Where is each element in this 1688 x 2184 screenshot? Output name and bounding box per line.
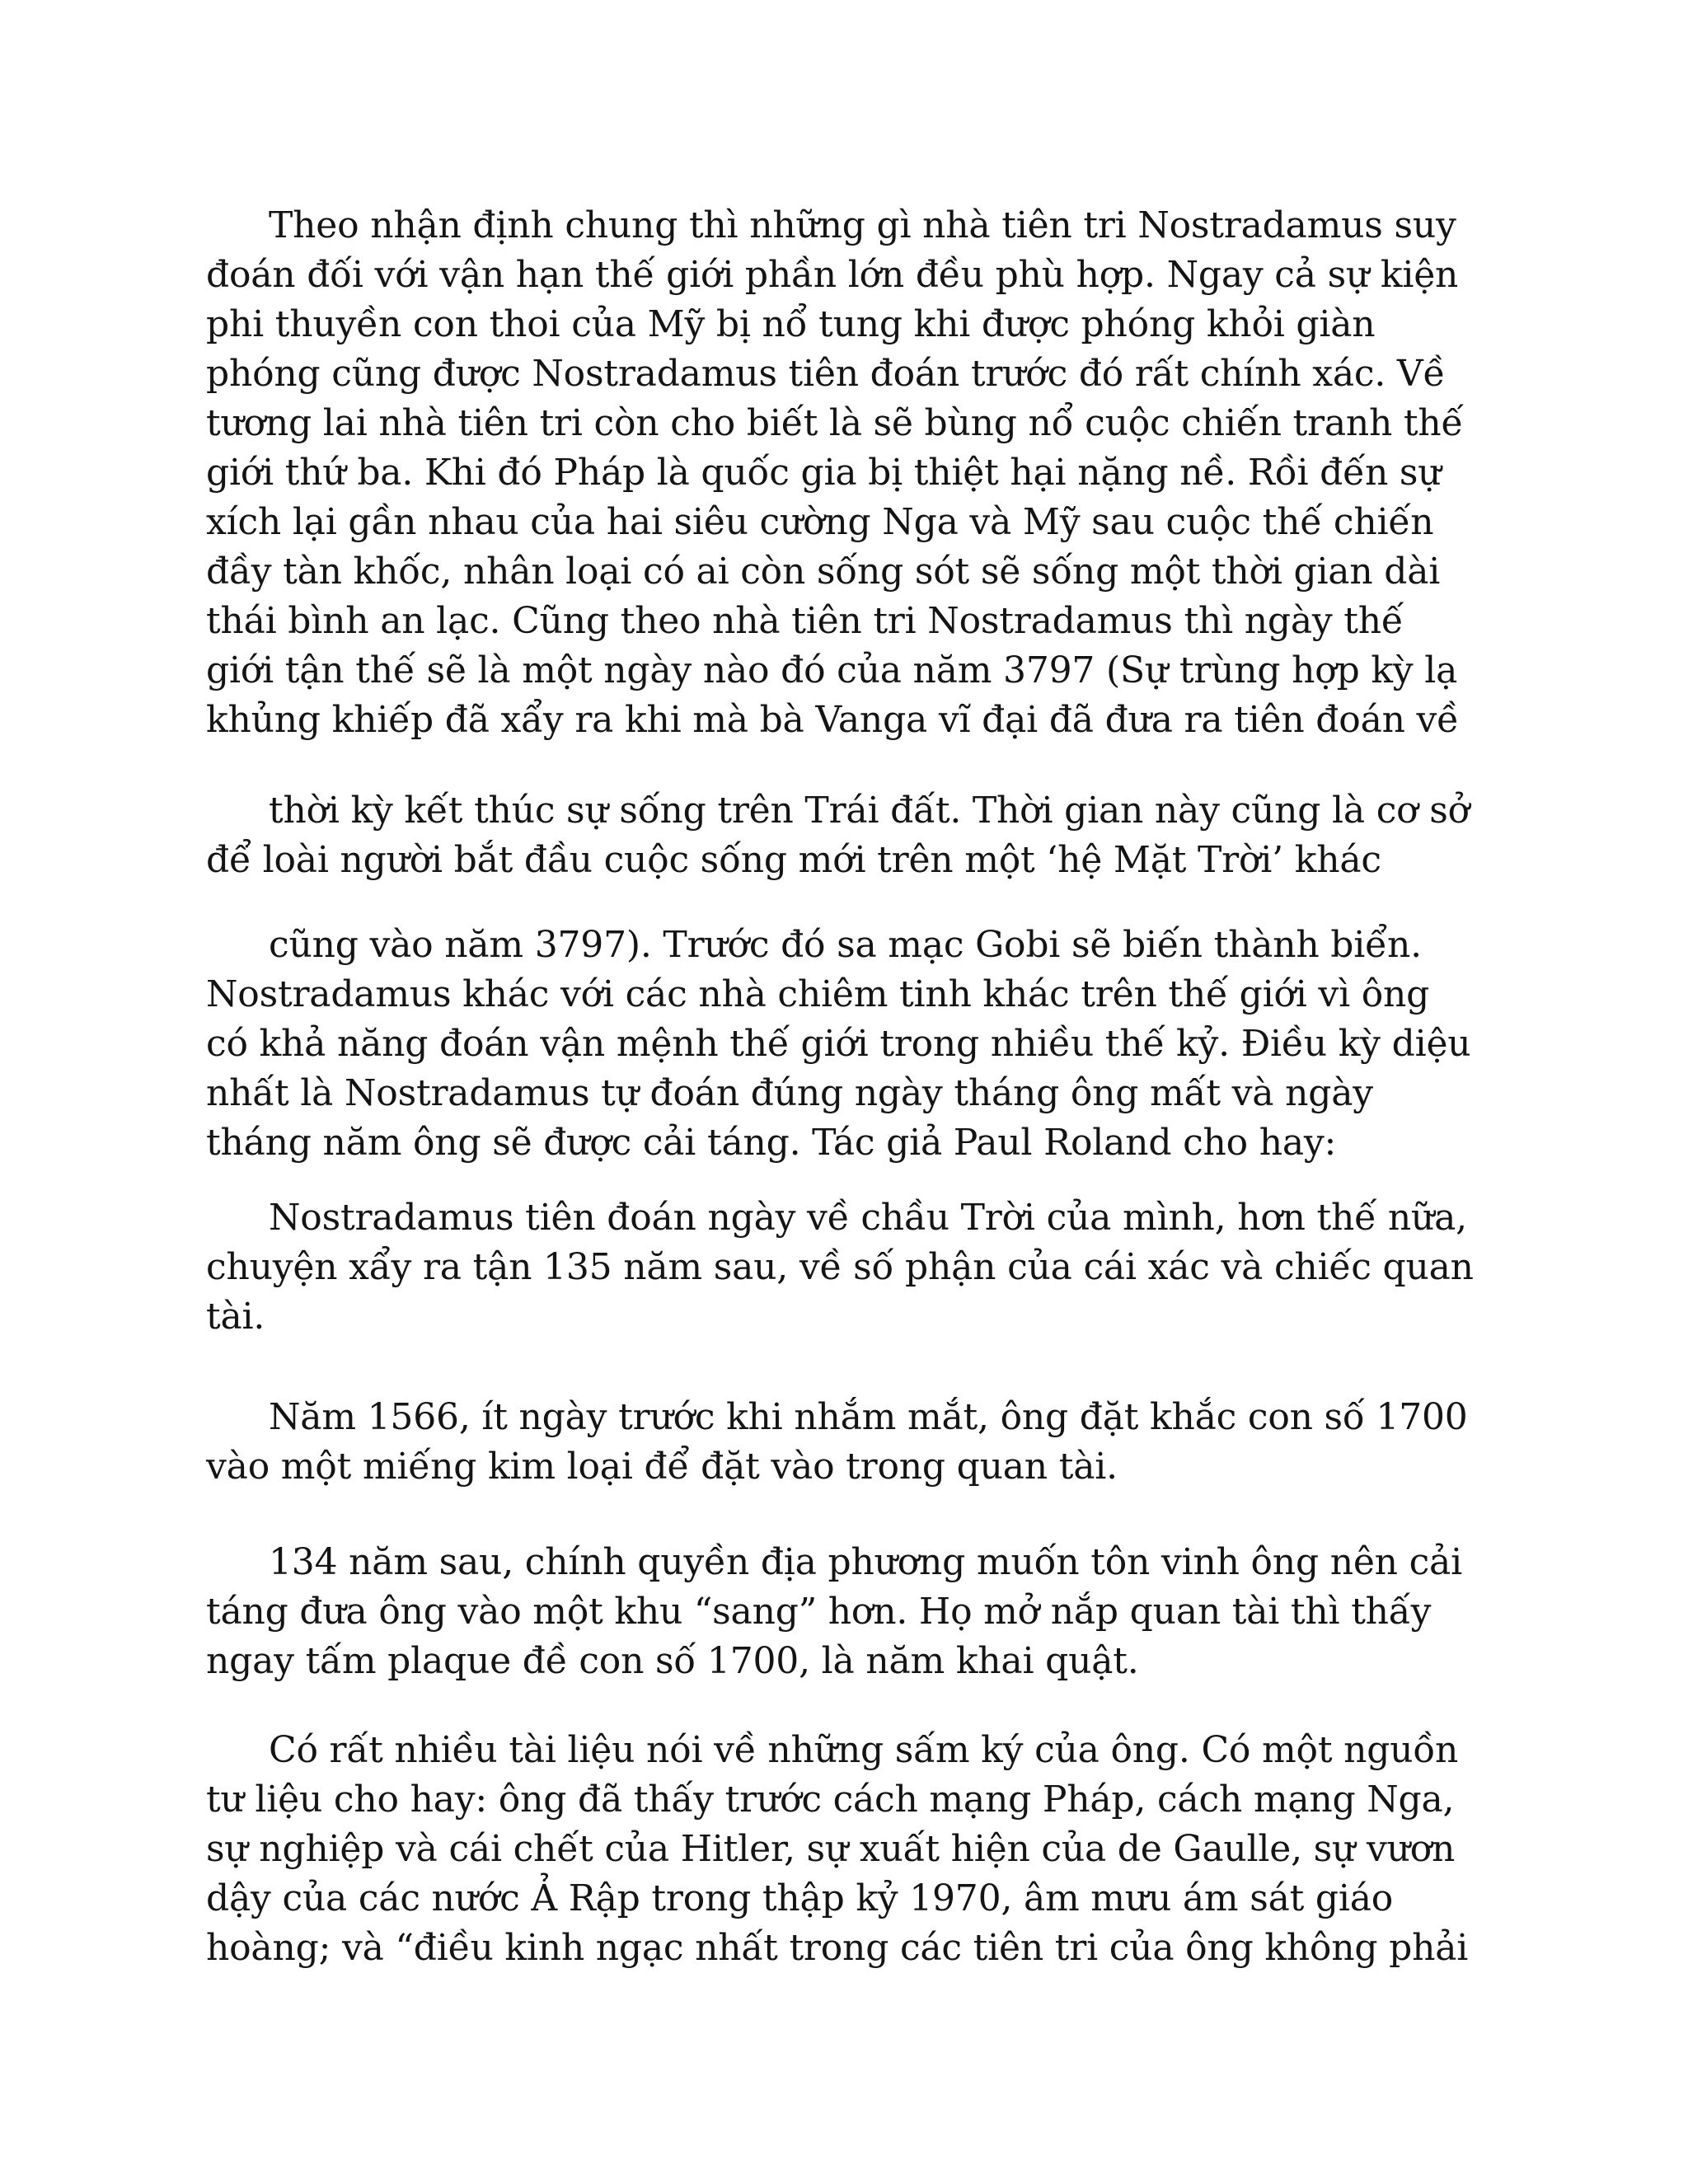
text-line: có khả năng đoán vận mệnh thế giới trong nhiều thế kỷ. Điều kỳ diệu (206, 1023, 1471, 1065)
paragraph-end-of-life (206, 786, 1470, 885)
text-line: tương lai nhà tiên tri còn cho biết là sẽ bùng nổ cuộc chiến tranh thế (206, 402, 1464, 444)
text-line: vào một miếng kim loại để đặt vào trong quan tài. (206, 1446, 1118, 1488)
paragraph-134-years-later (206, 1538, 1462, 1686)
text-line: cũng vào năm 3797). Trước đó sa mạc Gobi sẽ biến thành biển. (269, 924, 1422, 966)
text-line: hoàng; và “điều kinh ngạc nhất trong các tiên tri của ông không phải (206, 1927, 1469, 1969)
text-line: tài. (206, 1296, 265, 1338)
text-line: Năm 1566, ít ngày trước khi nhắm mắt, ông đặt khắc con số 1700 (269, 1396, 1468, 1438)
text-line: Theo nhận định chung thì những gì nhà tiên tri Nostradamus suy (269, 204, 1456, 246)
text-line: đầy tàn khốc, nhân loại có ai còn sống sót sẽ sống một thời gian dài (206, 551, 1441, 593)
text-line: chuyện xẩy ra tận 135 năm sau, về số phận của cái xác và chiếc quan (206, 1246, 1474, 1288)
text-line: giới tận thế sẽ là một ngày nào đó của năm 3797 (Sự trùng hợp kỳ lạ (206, 649, 1458, 691)
paragraph-death-prediction (206, 1193, 1474, 1342)
paragraph-gobi-desert (206, 921, 1470, 1168)
text-line: Có rất nhiều tài liệu nói về những sấm ký của ông. Có một nguồn (269, 1729, 1459, 1771)
paragraph-prophecy-sources (206, 1726, 1468, 1973)
text-line: xích lại gần nhau của hai siêu cường Nga và Mỹ sau cuộc thế chiến (206, 501, 1434, 543)
paragraph-nostradamus-predictions (206, 201, 1463, 745)
text-line: phóng cũng được Nostradamus tiên đoán trước đó rất chính xác. Về (206, 353, 1446, 395)
text-line: khủng khiếp đã xẩy ra khi mà bà Vanga vĩ đại đã đưa ra tiên đoán về (206, 699, 1460, 741)
text-line: tư liệu cho hay: ông đã thấy trước cách mạng Pháp, cách mạng Nga, (206, 1779, 1455, 1821)
text-line: sự nghiệp và cái chết của Hitler, sự xuất hiện của de Gaulle, sự vươn (206, 1828, 1456, 1870)
text-line: phi thuyền con thoi của Mỹ bị nổ tung khi được phóng khỏi giàn (206, 303, 1376, 345)
text-line: ngay tấm plaque đề con số 1700, là năm khai quật. (206, 1640, 1139, 1682)
text-line: tháng năm ông sẽ được cải táng. Tác giả Paul Roland cho hay: (206, 1122, 1337, 1164)
text-line: Nostradamus tiên đoán ngày về chầu Trời của mình, hơn thế nữa, (269, 1197, 1467, 1239)
text-line: thời kỳ kết thúc sự sống trên Trái đất. Thời gian này cũng là cơ sở (269, 790, 1470, 832)
text-line: táng đưa ông vào một khu “sang” hơn. Họ mở nắp quan tài thì thấy (206, 1591, 1432, 1633)
text-line: nhất là Nostradamus tự đoán đúng ngày tháng ông mất và ngày (206, 1072, 1373, 1114)
paragraph-year-1566 (206, 1393, 1468, 1492)
text-line: giới thứ ba. Khi đó Pháp là quốc gia bị thiệt hại nặng nề. Rồi đến sự (206, 452, 1442, 494)
text-line: để loài người bắt đầu cuộc sống mới trên một ‘hệ Mặt Trời’ khác (206, 839, 1381, 881)
text-line: dậy của các nước Ả Rập trong thập kỷ 1970, âm mưu ám sát giáo (206, 1877, 1394, 1919)
text-line: thái bình an lạc. Cũng theo nhà tiên tri Nostradamus thì ngày thế (206, 600, 1404, 642)
text-line: Nostradamus khác với các nhà chiêm tinh khác trên thế giới vì ông (206, 973, 1430, 1015)
text-line: đoán đối với vận hạn thế giới phần lớn đều phù hợp. Ngay cả sự kiện (206, 254, 1459, 296)
text-line: 134 năm sau, chính quyền địa phương muốn tôn vinh ông nên cải (269, 1541, 1462, 1583)
